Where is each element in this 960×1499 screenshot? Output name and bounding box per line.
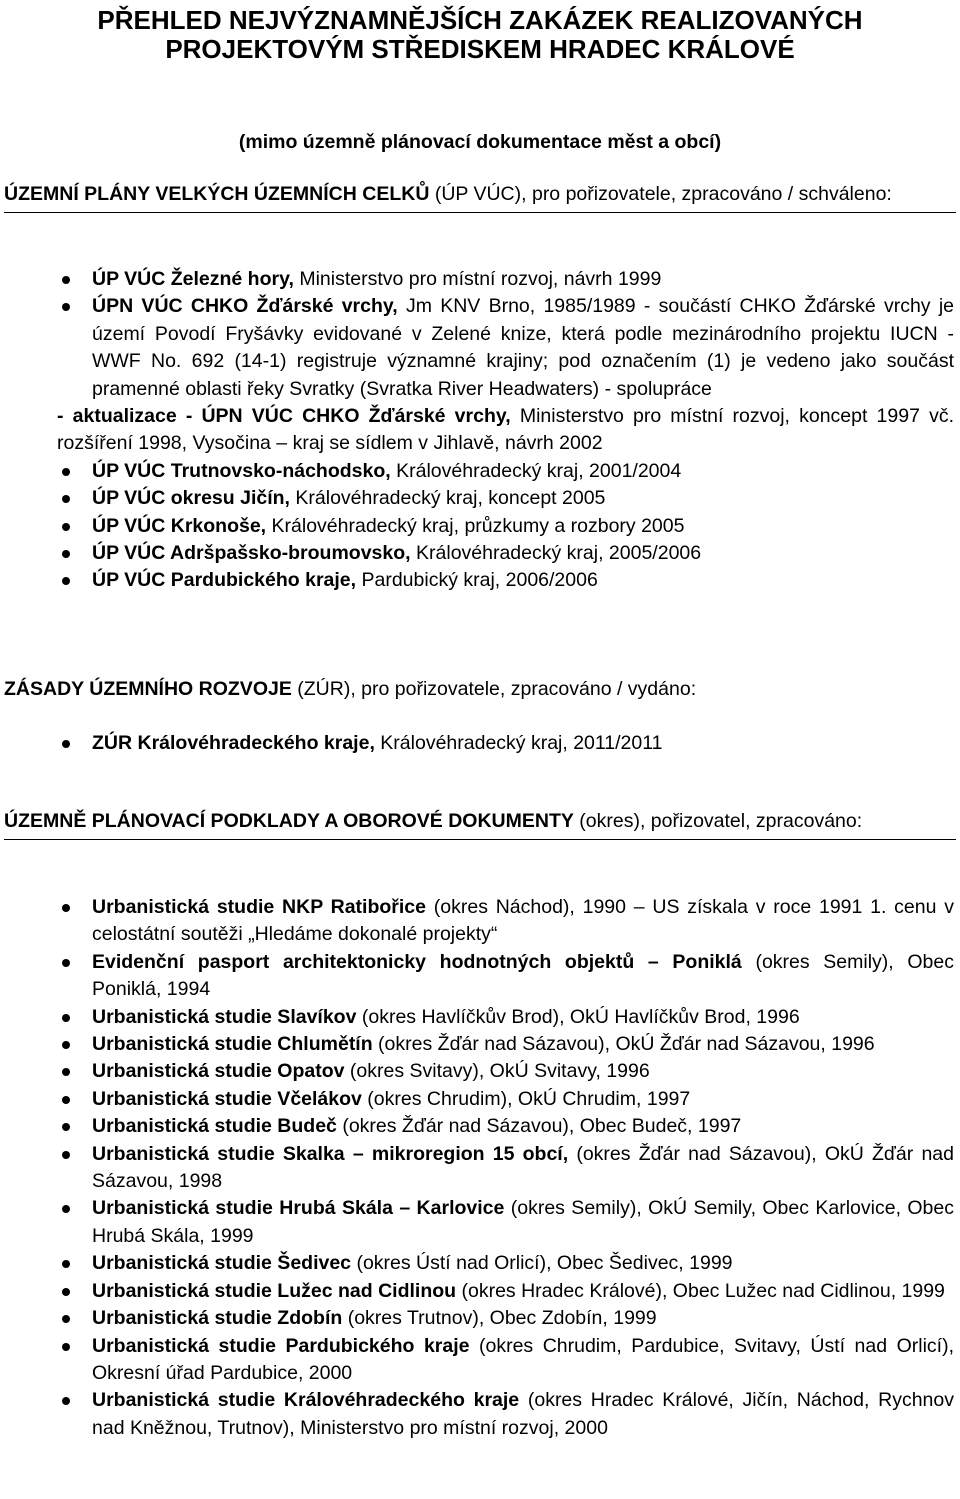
item-title: Evidenční pasport architektonicky hodnotných objektů – Poniklá	[92, 950, 742, 973]
bullet-icon	[62, 1151, 70, 1159]
list-item	[4, 266, 956, 293]
podklady-list	[4, 894, 956, 1442]
item-title: Urbanistická studie Královéhradeckého kraje	[92, 1389, 520, 1412]
item-detail: (okres Ústí nad Orlicí), Obec Šedivec, 1999	[351, 1252, 733, 1275]
bullet-icon	[62, 1397, 70, 1405]
item-title: Urbanistická studie Šedivec	[92, 1252, 352, 1275]
list-item	[4, 1305, 956, 1332]
bullet-icon	[62, 1260, 70, 1268]
list-item	[4, 1141, 956, 1196]
item-title: Urbanistická studie Chlumětín	[92, 1033, 373, 1056]
item-detail: (okres Žďár nad Sázavou), OkÚ Žďár nad Sázavou, 1996	[372, 1033, 875, 1056]
item-detail: Královéhradecký kraj, 2001/2004	[390, 459, 682, 482]
item-detail: (okres Náchod), 1990 – US získala v roce 1991 1. cenu v celostátní soutěži „Hledáme dokonalé projekty“	[92, 896, 954, 946]
list-item	[4, 540, 956, 567]
list-item	[4, 1387, 956, 1442]
item-detail: (okres Semily), Obec Poniklá, 1994	[92, 950, 954, 1001]
list-item	[4, 513, 956, 540]
bullet-icon	[62, 276, 70, 284]
list-item	[4, 894, 956, 949]
item-title: ÚP VÚC Trutnovsko-náchodsko,	[92, 459, 391, 482]
item-title: Urbanistická studie Slavíkov	[92, 1005, 357, 1028]
bullet-icon	[62, 303, 70, 311]
subtitle: (mimo územně plánovací dokumentace měst a obcí)	[238, 131, 722, 153]
section-heading-bold: ÚZEMNĚ PLÁNOVACÍ PODKLADY A OBOROVÉ DOKUMENTY	[4, 810, 574, 832]
item-title: ÚP VÚC Pardubického kraje,	[92, 569, 357, 592]
bullet-icon	[62, 495, 70, 503]
section-heading-bold: ÚZEMNÍ PLÁNY VELKÝCH ÚZEMNÍCH CELKŮ	[4, 183, 430, 205]
item-title: ÚP VÚC okresu Jičín,	[92, 487, 290, 510]
list-item	[4, 1333, 956, 1388]
bullet-icon	[62, 1288, 70, 1296]
item-detail: (okres Chrudim, Pardubice, Svitavy, Ústí nad Orlicí), Okresní úřad Pardubice, 2000	[92, 1334, 954, 1384]
bullet-icon	[62, 740, 70, 748]
page-title	[4, 6, 956, 64]
section-heading-rest: (ZÚR), pro pořizovatele, zpracováno / vydáno:	[291, 678, 697, 700]
list-item	[4, 1278, 956, 1305]
item-detail: (okres Hradec Králové), Obec Lužec nad Cidlinou, 1999	[456, 1279, 945, 1302]
list-item	[4, 458, 956, 485]
item-title: ÚPN VÚC CHKO Žďárské vrchy,	[92, 295, 398, 318]
list-item	[4, 1086, 956, 1113]
title-line-1: PŘEHLED NEJVÝZNAMNĚJŠÍCH ZAKÁZEK REALIZOVANÝCH	[97, 5, 863, 35]
bullet-icon	[62, 1123, 70, 1131]
item-title: Urbanistická studie Hrubá Skála – Karlovice	[92, 1197, 505, 1220]
bullet-icon	[62, 550, 70, 558]
item-title: ÚP VÚC Krkonoše,	[92, 514, 267, 537]
list-item	[4, 1058, 956, 1085]
vuc-list	[4, 266, 956, 595]
section-heading-rest: (okres), pořizovatel, zpracováno:	[573, 810, 863, 832]
section-heading-rest: (ÚP VÚC), pro pořizovatele, zpracováno / schváleno:	[429, 183, 892, 205]
item-title: Urbanistická studie Lužec nad Cidlinou	[92, 1279, 457, 1302]
bullet-icon	[62, 1068, 70, 1076]
item-detail: (okres Žďár nad Sázavou), OkÚ Žďár nad Sázavou, 1998	[92, 1142, 954, 1193]
item-title: Urbanistická studie Opatov	[92, 1060, 345, 1083]
item-detail: Královéhradecký kraj, průzkumy a rozbory 2005	[266, 514, 685, 537]
item-detail: Pardubický kraj, 2006/2006	[356, 569, 598, 592]
item-detail: (okres Žďár nad Sázavou), Obec Budeč, 1997	[336, 1115, 742, 1138]
item-detail: Královéhradecký kraj, 2005/2006	[410, 542, 702, 565]
item-detail: (okres Havlíčkův Brod), OkÚ Havlíčkův Brod, 1996	[356, 1005, 800, 1028]
title-line-2: PROJEKTOVÝM STŘEDISKEM HRADEC KRÁLOVÉ	[165, 34, 795, 64]
item-title: ÚP VÚC Železné hory,	[92, 268, 294, 290]
bullet-icon	[62, 1343, 70, 1351]
item-detail: Ministerstvo pro místní rozvoj, návrh 1999	[293, 268, 662, 290]
update-title: - aktualizace - ÚPN VÚC CHKO Žďárské vrchy,	[57, 405, 511, 428]
update-detail: Ministerstvo pro místní rozvoj, koncept 1997 vč. rozšíření 1998, Vysočina – kraj se sídlem v Jihlavě, návrh 2002	[57, 405, 954, 455]
bullet-icon	[62, 1096, 70, 1104]
section-heading-vuc	[4, 180, 956, 213]
item-title: Urbanistická studie Včelákov	[92, 1087, 362, 1110]
list-item	[4, 1113, 956, 1140]
bullet-icon	[62, 523, 70, 531]
item-title: Urbanistická studie NKP Ratibořice	[92, 896, 426, 918]
item-title: Urbanistická studie Pardubického kraje	[92, 1334, 470, 1357]
bullet-icon	[62, 904, 70, 912]
item-detail: (okres Hradec Králové, Jičín, Náchod, Rychnov nad Kněžnou, Trutnov), Ministerstvo pro místní rozvoj, 2000	[92, 1389, 954, 1439]
list-item	[4, 1031, 956, 1058]
list-item	[4, 730, 956, 757]
item-detail: (okres Semily), OkÚ Semily, Obec Karlovice, Obec Hrubá Skála, 1999	[92, 1197, 954, 1247]
list-item	[4, 293, 956, 457]
bullet-icon	[62, 1014, 70, 1022]
item-detail: Královéhradecký kraj, koncept 2005	[289, 487, 606, 510]
list-item	[4, 1004, 956, 1031]
zur-list	[4, 730, 956, 757]
item-update	[57, 403, 954, 458]
section-heading-zur	[4, 675, 956, 703]
list-item	[4, 1195, 956, 1250]
item-title: Urbanistická studie Budeč	[92, 1115, 337, 1138]
list-item	[4, 485, 956, 512]
item-detail: Jm KNV Brno, 1985/1989 - součástí CHKO Žďárské vrchy je území Povodí Fryšávky evidované v Zelené knize, která podle mezinárodního projektu IUCN - WWF No. 692 (14-1) registruje významné krajiny; pod označením (1) je vedeno jako součást pramenné oblasti řeky Svratky (Svratka River Headwaters) - spolupráce	[92, 295, 954, 400]
bullet-icon	[62, 1205, 70, 1213]
list-item	[4, 567, 956, 594]
list-item	[4, 949, 956, 1004]
item-detail: (okres Trutnov), Obec Zdobín, 1999	[342, 1307, 657, 1330]
item-detail: (okres Chrudim), OkÚ Chrudim, 1997	[361, 1087, 691, 1110]
bullet-icon	[62, 959, 70, 967]
section-heading-podklady	[4, 807, 956, 840]
list-item	[4, 1250, 956, 1277]
section-heading-bold: ZÁSADY ÚZEMNÍHO ROZVOJE	[4, 678, 292, 700]
item-title: ÚP VÚC Adršpašsko-broumovsko,	[92, 542, 411, 565]
item-title: Urbanistická studie Skalka – mikroregion 15 obcí,	[92, 1142, 569, 1165]
item-title: Urbanistická studie Zdobín	[92, 1307, 343, 1330]
bullet-icon	[62, 577, 70, 585]
bullet-icon	[62, 1041, 70, 1049]
item-title: ZÚR Královéhradeckého kraje,	[92, 732, 375, 754]
item-detail: (okres Svitavy), OkÚ Svitavy, 1996	[344, 1060, 650, 1083]
bullet-icon	[62, 1315, 70, 1323]
bullet-icon	[62, 468, 70, 476]
item-detail: Královéhradecký kraj, 2011/2011	[374, 732, 663, 754]
